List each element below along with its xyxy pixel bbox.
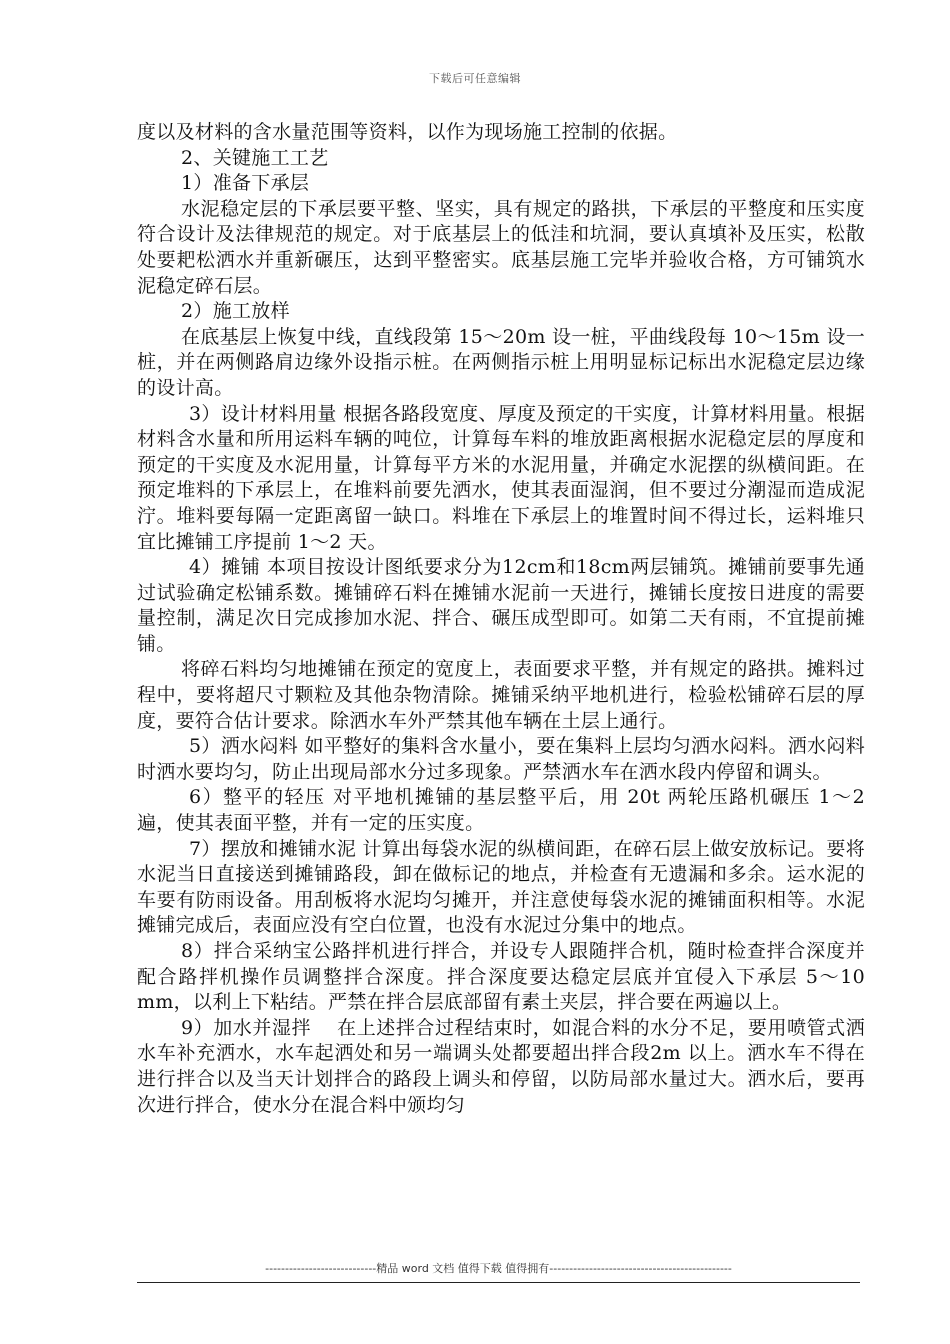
paragraph: 4）摊铺 本项目按设计图纸要求分为12cm和18cm两层铺筑。摊铺前要事先通过试验确定松铺系数。摊铺碎石料在摊铺水泥前一天进行，摊铺长度按日进度的需要量控制，满足次日完成掺加水泥、拌合、碾压成型即可。如第二天有雨，不宜提前摊铺。	[137, 556, 865, 655]
paragraph: 6）整平的轻压 对平地机摊铺的基层整平后，用 20t 两轮压路机碾压 1～2 遍，使其表面平整，并有一定的压实度。	[137, 786, 865, 835]
subsection-heading: 1）准备下承层	[181, 172, 310, 195]
paragraph: 9）加水并湿拌 在上述拌合过程结束时，如混合料的水分不足，要用喷管式洒水车补充洒水，水车起洒处和另一端调头处都要超出拌合段2m 以上。洒水车不得在进行拌合以及当天计划拌合的路段上调头和停留，以防局部水量过大。洒水后，要再次进行拌合，使水分在混合料中颁均匀	[137, 1016, 865, 1116]
subsection-heading: 2）施工放样	[181, 300, 290, 323]
paragraph: 8）拌合采纳宝公路拌机进行拌合，并设专人跟随拌合机，随时检查拌合深度并配合路拌机操作员调整拌合深度。拌合深度要达稳定层底并宜侵入下承层 5～10 mm，以利上下粘结。严禁在拌合层底部留有素土夹层，拌合要在两遍以上。	[137, 940, 865, 1014]
section-heading: 2、关键施工工艺	[181, 146, 329, 169]
paragraph: 在底基层上恢复中线，直线段第 15～20m 设一桩，平曲线段每 10～15m 设一桩，并在两侧路肩边缘外设指示桩。在两侧指示桩上用明显标记标出水泥稳定层边缘的设计高。	[137, 325, 865, 399]
page-footer: ----------------------------精品 word 文档 值得下载 值得拥有----------------------------------------------	[265, 1262, 732, 1275]
paragraph: 水泥稳定层的下承层要平整、坚实，具有规定的路拱，下承层的平整度和压实度符合设计及法律规范的规定。对于底基层上的低洼和坑洞，要认真填补及压实，松散处要耙松洒水并重新碾压，达到平整密实。底基层施工完毕并验收合格，方可铺筑水泥稳定碎石层。	[137, 197, 865, 297]
footer-divider	[137, 1282, 860, 1283]
paragraph: 7）摆放和摊铺水泥 计算出每袋水泥的纵横间距，在碎石层上做安放标记。要将水泥当日直接送到摊铺路段，卸在做标记的地点，并检查有无遗漏和多余。运水泥的车要有防雨设备。用刮板将水泥均匀摊开，并注意使每袋水泥的摊铺面积相等。水泥摊铺完成后，表面应没有空白位置，也没有水泥过分集中的地点。	[137, 837, 865, 937]
paragraph-intro: 度以及材料的含水量范围等资料，以作为现场施工控制的依据。	[137, 121, 678, 143]
paragraph: 将碎石料均匀地摊铺在预定的宽度上，表面要求平整，并有规定的路拱。摊料过程中，要将超尺寸颗粒及其他杂物清除。摊铺采纳平地机进行，检验松铺碎石层的厚度，要符合估计要求。除洒水车外严禁其他车辆在土层上通行。	[137, 658, 865, 732]
paragraph: 5）洒水闷料 如平整好的集料含水量小，要在集料上层均匀洒水闷料。洒水闷料时洒水要均匀，防止出现局部水分过多现象。严禁洒水车在洒水段内停留和调头。	[137, 735, 865, 783]
page-header: 下载后可任意编辑	[429, 72, 521, 85]
document-body	[137, 120, 865, 1118]
paragraph: 3）设计材料用量 根据各路段宽度、厚度及预定的干实度，计算材料用量。根据材料含水量和所用运料车辆的吨位，计算每车料的堆放距离根据水泥稳定层的厚度和预定的干实度及水泥用量，计算每平方米的水泥用量，并确定水泥摆的纵横间距。在预定堆料的下承层上，在堆料前要先洒水，使其表面湿润，但不要过分潮湿而造成泥泞。堆料要每隔一定距离留一缺口。料堆在下承层上的堆置时间不得过长，运料堆只宜比摊铺工序提前 1～2 天。	[137, 402, 865, 553]
